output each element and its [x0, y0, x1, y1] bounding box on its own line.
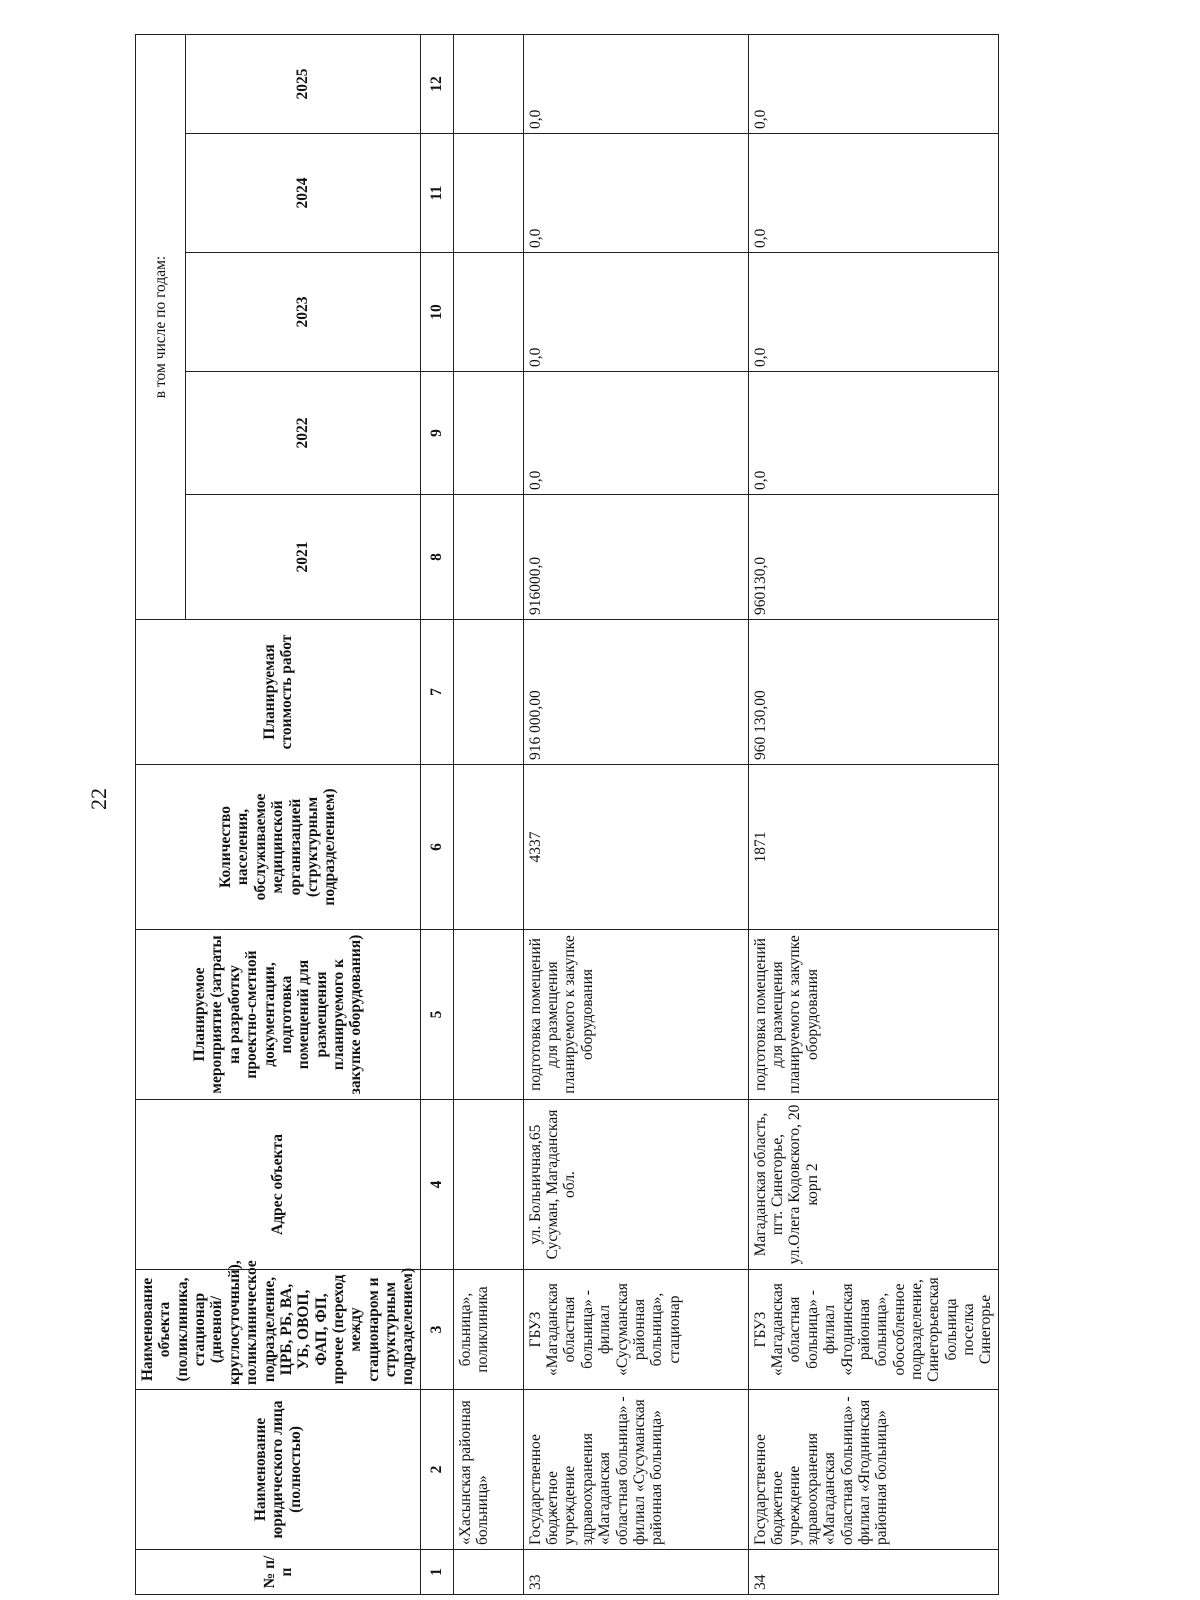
header-object: Наименование объекта (поликлиника, стационар (дневной/круглосуточный), поликлиническое подразделение, ЦРБ, РБ, ВА, УБ, ОВОП, ФАП, ФП, прочее (переход между стационаром и структурным подразделением) — [136, 1270, 421, 1390]
cell-cost: 916 000,00 — [523, 620, 748, 765]
cell-2021: 916000,0 — [523, 495, 748, 620]
cell-action: подготовка помещений для размещения планируемого к закупке оборудования — [748, 930, 998, 1100]
cell-2023 — [453, 253, 523, 372]
cell-object: ГБУЗ «Магаданская областная больница» - филиал «Сусуманская районная больница», стационар — [523, 1270, 748, 1390]
header-year-2022: 2022 — [185, 372, 420, 495]
cell-cost: 960 130,00 — [748, 620, 998, 765]
cell-org: «Хасынская районная больница» — [453, 1390, 523, 1550]
col-number: 9 — [420, 372, 453, 495]
col-number: 10 — [420, 253, 453, 372]
col-number: 5 — [420, 930, 453, 1100]
data-table — [135, 34, 999, 1595]
col-number: 4 — [420, 1100, 453, 1270]
rotated-table-wrapper — [135, 35, 995, 1595]
header-year-2023: 2023 — [185, 253, 420, 372]
header-num: № п/п — [136, 1550, 421, 1595]
cell-object: ГБУЗ «Магаданская областная больница» - филиал «Ягоднинская районная больница», обособленное подразделение, Синегорьевская больница поселка Синегорье — [748, 1270, 998, 1390]
header-year-2024: 2024 — [185, 134, 420, 253]
table-row — [748, 34, 998, 1594]
col-number: 6 — [420, 765, 453, 930]
header-row — [136, 34, 186, 1594]
cell-address: ул. Больничная,65 Сусуман, Магаданская обл. — [523, 1100, 748, 1270]
header-address: Адрес объекта — [136, 1100, 421, 1270]
cell-2024: 0,0 — [523, 134, 748, 253]
cell-address — [453, 1100, 523, 1270]
cell-org: Государственное бюджетное учреждение здравоохранения «Магаданская областная больница» - филиал «Сусуманская районная больница» — [523, 1390, 748, 1550]
header-year-2021: 2021 — [185, 495, 420, 620]
cell-2022 — [453, 372, 523, 495]
col-number: 3 — [420, 1270, 453, 1390]
header-org: Наименование юридического лица (полностью) — [136, 1390, 421, 1550]
cell-address: Магаданская область, пгт. Синегорье, ул.Олега Кодовского, 20 корп 2 — [748, 1100, 998, 1270]
cell-num — [453, 1550, 523, 1595]
cell-object: больница», поликлиника — [453, 1270, 523, 1390]
cell-cost — [453, 620, 523, 765]
cell-population: 1871 — [748, 765, 998, 930]
header-by-years: в том числе по годам: — [136, 34, 186, 619]
cell-2025: 0,0 — [748, 34, 998, 133]
col-number: 12 — [420, 34, 453, 133]
header-action: Планируемое мероприятие (затраты на разработку проектно-сметной документации, подготовка помещений для размещения планируемого к закупке оборудования) — [136, 930, 421, 1100]
cell-num: 34 — [748, 1550, 998, 1595]
cell-2025 — [453, 34, 523, 133]
cell-2021: 960130,0 — [748, 495, 998, 620]
table-row — [523, 34, 748, 1594]
cell-population: 4337 — [523, 765, 748, 930]
col-number: 8 — [420, 495, 453, 620]
header-population: Количество населения, обслуживаемое медицинской организацией (структурным подразделением) — [136, 765, 421, 930]
cell-2023: 0,0 — [523, 253, 748, 372]
cell-2021 — [453, 495, 523, 620]
cell-action: подготовка помещений для размещения планируемого к закупке оборудования — [523, 930, 748, 1100]
cell-org: Государственное бюджетное учреждение здравоохранения «Магаданская областная больница» - филиал «Ягоднинская районная больница» — [748, 1390, 998, 1550]
col-number: 11 — [420, 134, 453, 253]
cell-action — [453, 930, 523, 1100]
cell-2025: 0,0 — [523, 34, 748, 133]
col-number: 2 — [420, 1390, 453, 1550]
page-number: 22 — [86, 788, 111, 810]
column-number-row — [420, 34, 453, 1594]
col-number: 7 — [420, 620, 453, 765]
col-number: 1 — [420, 1550, 453, 1595]
cell-2022: 0,0 — [523, 372, 748, 495]
header-cost: Планируемая стоимость работ — [136, 620, 421, 765]
cell-2024: 0,0 — [748, 134, 998, 253]
cell-2024 — [453, 134, 523, 253]
cell-2022: 0,0 — [748, 372, 998, 495]
table-row — [453, 34, 523, 1594]
cell-population — [453, 765, 523, 930]
header-year-2025: 2025 — [185, 34, 420, 133]
cell-num: 33 — [523, 1550, 748, 1595]
cell-2023: 0,0 — [748, 253, 998, 372]
